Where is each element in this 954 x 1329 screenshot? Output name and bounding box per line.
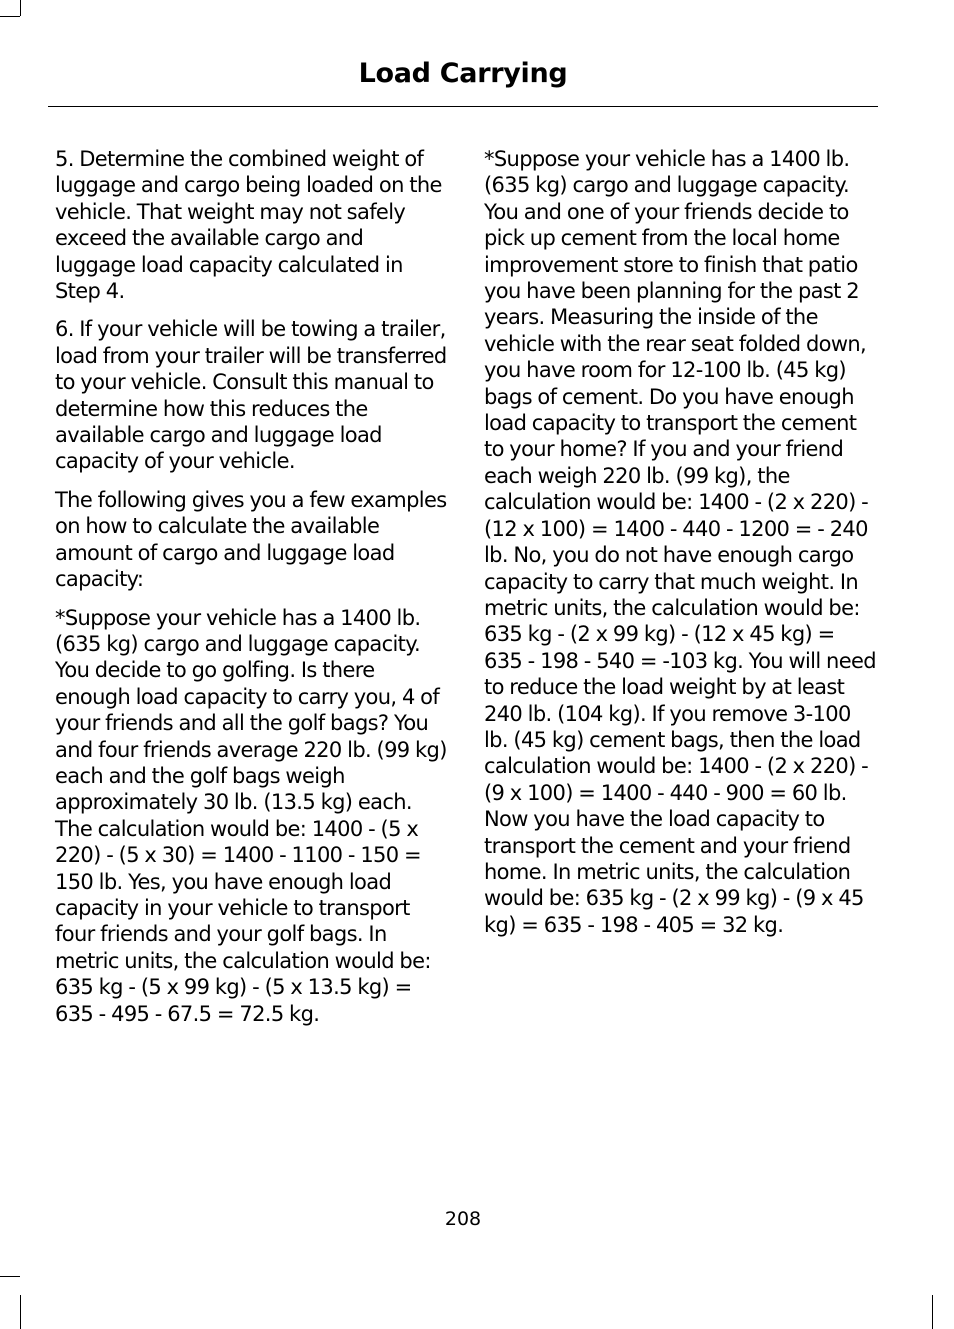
paragraph-examples-intro: The following gives you a few examples on how to calculate the available amount of cargo and luggage load capacity: <box>55 487 447 592</box>
paragraph-cement-example: *Suppose your vehicle has a 1400 lb. (635 kg) cargo and luggage capacity. You and one of your friends decide to pick up cement from the local home improvement store to finish that patio you have been planning for the past 2 years. Measuring the inside of the vehicle with the rear seat folded down, you have room for 12-100 lb. (45 kg) bags of cement. Do you have enough load capacity to transport the cement to your home? If you and your friend each weigh 220 lb. (99 kg), the calculation would be: 1400 - (2 x 220) - (12 x 100) = 1400 - 440 - 1200 = - 240 lb. No, you do not have enough cargo capacity to carry that much weight. In metric units, the calculation would be: 635 kg - (2 x 99 kg) - (12 x 45 kg) = 635 - 198 - 540 = -103 kg. You will need to reduce the load weight by at least 240 lb. (104 kg). If you remove 3-100 lb. (45 kg) cement bags, then the load calculation would be: 1400 - (2 x 220) - (9 x 100) = 1400 - 440 - 900 = 60 lb. Now you have the load capacity to transport the cement and your friend home. In metric units, the calculation would be: 635 kg - (2 x 99 kg) - (9 x 45 kg) = 635 - 198 - 405 = 32 kg. <box>484 147 876 937</box>
page-number: 208 <box>444 1208 482 1230</box>
paragraph-step-5: 5. Determine the combined weight of luggage and cargo being loaded on the vehicle. That weight may not safely exceed the available cargo and luggage load capacity calculated in Step 4. <box>55 147 442 304</box>
title-divider <box>48 106 878 107</box>
paragraph-step-6: 6. If your vehicle will be towing a trailer, load from your trailer will be transferred to your vehicle. Consult this manual to determine how this reduces the available cargo and luggage load capacity of your vehicle. <box>55 317 447 474</box>
crop-mark-bottom-left-vertical <box>20 1295 21 1329</box>
crop-mark-top-left-vertical <box>20 0 21 16</box>
crop-mark-bottom-left-horizontal <box>0 1276 20 1277</box>
crop-mark-top-left-horizontal <box>0 16 20 17</box>
left-column <box>55 146 447 1039</box>
right-column <box>484 146 876 950</box>
paragraph-golf-example: *Suppose your vehicle has a 1400 lb. (635 kg) cargo and luggage capacity. You decide to go golfing. Is there enough load capacity to carry you, 4 of your friends and all the golf bags? You and four friends average 220 lb. (99 kg) each and the golf bags weigh approximately 30 lb. (13.5 kg) each. The calculation would be: 1400 - (5 x 220) - (5 x 30) = 1400 - 1100 - 150 = 150 lb. Yes, you have enough load capacity in your vehicle to transport four friends and your golf bags. In metric units, the calculation would be: 635 kg - (5 x 99 kg) - (5 x 13.5 kg) = 635 - 495 - 67.5 = 72.5 kg. <box>55 605 447 1026</box>
page-title: Load Carrying <box>358 58 568 89</box>
crop-mark-bottom-right-vertical <box>932 1295 933 1329</box>
